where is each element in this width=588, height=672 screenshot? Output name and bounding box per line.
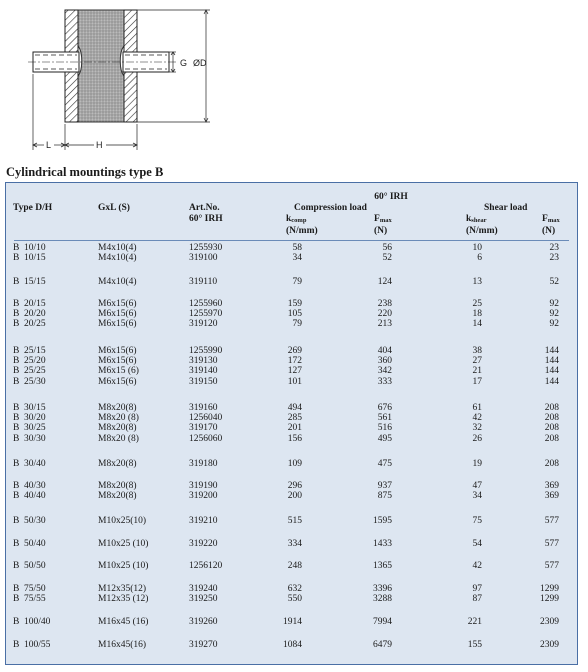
dh-cell: 40/40 [24,491,46,502]
dh-cell: 100/55 [24,640,51,650]
f-shear-cell: 208 [544,433,559,444]
k-shear-cell: 75 [472,516,482,526]
k-shear-cell: 19 [472,459,482,469]
gxl-cell: M8x20 (8) [98,413,139,424]
art-no-cell: 319190 [189,481,218,491]
f-comp-cell: 52 [382,253,392,264]
dh-cell: 50/30 [24,516,46,526]
gxl-cell: M16x45 (16) [98,617,149,627]
g-label: G [180,58,188,68]
f-shear-cell: 144 [544,366,559,377]
f-shear-cell: 2309 [540,617,559,627]
art-no-cell: 319170 [189,423,218,434]
gxl-cell: M8x20(8) [98,423,137,434]
k-comp-cell: 200 [287,491,302,502]
f-comp-header: $F_{max}$ [374,214,392,224]
type-cell: B [13,376,20,387]
dh-cell: 50/50 [24,561,46,571]
gxl-cell: M6x15(6) [98,356,137,367]
f-shear-cell: 52 [549,277,559,287]
type-cell: B [13,346,20,356]
gxl-cell: M8x20(8) [98,403,137,413]
section-title: Cylindrical mountings type B [6,165,164,179]
f-comp-cell: 875 [377,491,392,502]
k-comp-cell: 201 [287,423,302,434]
k-shear-cell: 32 [472,423,482,434]
shear-header: Shear load [484,203,528,213]
type-cell: B [13,640,20,650]
dh-cell: 30/20 [24,413,46,424]
art-no-cell: 319260 [189,617,218,627]
k-comp-cell: 1914 [283,617,302,627]
f-comp-cell: 561 [377,413,392,424]
art-no-cell: 1256060 [189,433,223,444]
art-no-cell: 319220 [189,539,218,549]
compression-header: Compression load [294,203,367,213]
col-gxl-header: GxL (S) [98,203,130,213]
f-shear-cell: 92 [549,309,559,320]
f-comp-cell: 1595 [373,516,392,526]
gxl-cell: M10x25 (10) [98,539,149,549]
type-cell: B [13,561,20,571]
f-shear-cell: 144 [544,376,559,387]
f-shear-header: $F_{max}$ [542,214,560,224]
art-no-cell: 319160 [189,403,218,413]
f-comp-cell: 333 [377,376,392,387]
art-no-cell: 319140 [189,366,218,377]
f-comp-cell: 495 [377,433,392,444]
k-comp-cell: 269 [287,346,302,356]
k-comp-cell: 550 [287,594,302,605]
k-comp-cell: 34 [292,253,302,264]
k-shear-cell: 21 [472,366,482,377]
art-no-cell: 319110 [189,277,218,287]
header-rule [14,240,569,241]
type-cell: B [13,617,20,627]
k-shear-cell: 27 [472,356,482,367]
f-comp-cell: 56 [382,243,392,253]
gxl-cell: M8x20(8) [98,491,137,502]
f-comp-cell: 1365 [373,561,392,571]
k-shear-unit: (N/mm) [466,226,498,236]
k-comp-cell: 79 [292,319,302,330]
k-shear-cell: 42 [472,561,482,571]
art-no-cell: 319130 [189,356,218,367]
f-shear-cell: 208 [544,423,559,434]
k-shear-cell: 34 [472,491,482,502]
f-shear-cell: 2309 [540,640,559,650]
type-cell: B [13,433,20,444]
dh-cell: 10/15 [24,253,46,264]
f-comp-cell: 6479 [373,640,392,650]
dh-cell: 100/40 [24,617,51,627]
f-shear-cell: 92 [549,299,559,309]
dh-cell: 15/15 [24,277,46,287]
type-cell: B [13,481,20,491]
f-comp-cell: 3288 [373,594,392,605]
k-comp-cell: 58 [292,243,302,253]
art-no-cell: 1255960 [189,299,223,309]
f-comp-cell: 475 [377,459,392,469]
f-comp-cell: 7994 [373,617,392,627]
f-shear-cell: 92 [549,319,559,330]
type-cell: B [13,253,20,264]
k-shear-cell: 54 [472,539,482,549]
dh-cell: 30/30 [24,433,46,444]
k-comp-header: $k_{comp}$ [286,214,307,224]
art-no-cell: 1256040 [189,413,223,424]
k-shear-cell: 97 [472,584,482,594]
gxl-cell: M8x20(8) [98,459,137,469]
gxl-cell: M10x25 (10) [98,561,149,571]
f-shear-cell: 23 [549,253,559,264]
type-cell: B [13,584,20,594]
f-shear-cell: 369 [544,481,559,491]
type-cell: B [13,594,20,605]
k-comp-unit: (N/mm) [286,226,318,236]
art-no-cell: 319240 [189,584,218,594]
f-comp-cell: 937 [377,481,392,491]
k-shear-cell: 26 [472,433,482,444]
col-art-header-2: 60° IRH [189,214,223,224]
k-shear-cell: 6 [477,253,482,264]
dh-cell: 30/15 [24,403,46,413]
dh-cell: 30/25 [24,423,46,434]
f-shear-cell: 208 [544,403,559,413]
art-no-cell: 319200 [189,491,218,502]
art-no-cell: 319120 [189,319,218,330]
f-shear-cell: 577 [544,561,559,571]
art-no-cell: 1255970 [189,309,223,320]
k-shear-cell: 42 [472,413,482,424]
k-shear-cell: 38 [472,346,482,356]
f-shear-cell: 369 [544,491,559,502]
col-type-header: Type D/H [13,203,53,213]
f-comp-cell: 342 [377,366,392,377]
k-comp-cell: 156 [287,433,302,444]
art-no-cell: 319100 [189,253,218,264]
gxl-cell: M8x20 (8) [98,433,139,444]
gxl-cell: M6x15 (6) [98,366,139,377]
dh-cell: 20/25 [24,319,46,330]
f-shear-cell: 144 [544,346,559,356]
k-shear-cell: 221 [467,617,482,627]
art-no-cell: 319270 [189,640,218,650]
f-shear-cell: 208 [544,459,559,469]
f-comp-cell: 213 [377,319,392,330]
type-cell: B [13,356,20,367]
art-no-cell: 319150 [189,376,218,387]
k-comp-cell: 105 [287,309,302,320]
dh-cell: 20/20 [24,309,46,320]
k-shear-cell: 47 [472,481,482,491]
dh-cell: 30/40 [24,459,46,469]
dh-cell: 10/10 [24,243,46,253]
f-comp-cell: 220 [377,309,392,320]
dh-cell: 20/15 [24,299,46,309]
gxl-cell: M8x20(8) [98,481,137,491]
dh-cell: 25/25 [24,366,46,377]
f-comp-cell: 3396 [373,584,392,594]
type-cell: B [13,413,20,424]
k-shear-cell: 13 [472,277,482,287]
spec-table [5,182,578,665]
k-comp-cell: 296 [287,481,302,491]
art-no-cell: 1255930 [189,243,223,253]
gxl-cell: M6x15(6) [98,299,137,309]
dh-cell: 25/20 [24,356,46,367]
k-shear-cell: 25 [472,299,482,309]
type-cell: B [13,459,20,469]
k-shear-cell: 17 [472,376,482,387]
gxl-cell: M6x15(6) [98,309,137,320]
f-shear-cell: 23 [549,243,559,253]
l-label: L [46,140,52,150]
type-cell: B [13,277,20,287]
f-comp-cell: 676 [377,403,392,413]
f-comp-unit: (N) [374,226,388,236]
gxl-cell: M10x25(10) [98,516,147,526]
mounting-drawing [0,0,588,165]
gxl-cell: M6x15(6) [98,376,137,387]
dh-cell: 40/30 [24,481,46,491]
f-shear-cell: 144 [544,356,559,367]
k-comp-cell: 285 [287,413,302,424]
k-comp-cell: 79 [292,277,302,287]
f-shear-cell: 1299 [540,594,559,605]
dh-cell: 75/50 [24,584,46,594]
d-label: ØD [193,58,207,68]
h-label: H [96,140,103,150]
gxl-cell: M6x15(6) [98,346,137,356]
k-comp-cell: 334 [287,539,302,549]
type-cell: B [13,299,20,309]
k-comp-cell: 632 [287,584,302,594]
k-shear-cell: 10 [472,243,482,253]
k-shear-cell: 155 [467,640,482,650]
f-comp-cell: 360 [377,356,392,367]
rubber-body [78,10,124,122]
k-shear-cell: 18 [472,309,482,320]
f-shear-cell: 1299 [540,584,559,594]
k-comp-cell: 127 [287,366,302,377]
f-comp-cell: 516 [377,423,392,434]
k-comp-cell: 494 [287,403,302,413]
type-cell: B [13,539,20,549]
type-cell: B [13,319,20,330]
type-cell: B [13,309,20,320]
k-comp-cell: 159 [287,299,302,309]
f-shear-cell: 577 [544,516,559,526]
type-cell: B [13,403,20,413]
type-cell: B [13,423,20,434]
f-comp-cell: 404 [377,346,392,356]
dh-cell: 25/15 [24,346,46,356]
art-no-cell: 319210 [189,516,218,526]
k-comp-cell: 515 [287,516,302,526]
k-comp-cell: 101 [287,376,302,387]
gxl-cell: M6x15(6) [98,319,137,330]
k-comp-cell: 1084 [283,640,302,650]
f-comp-cell: 1433 [373,539,392,549]
f-comp-cell: 238 [377,299,392,309]
irh-header: 60° IRH [374,192,408,202]
type-cell: B [13,491,20,502]
dh-cell: 75/55 [24,594,46,605]
gxl-cell: M12x35(12) [98,584,147,594]
col-art-header-1: Art.No. [189,203,220,213]
k-comp-cell: 172 [287,356,302,367]
k-shear-cell: 87 [472,594,482,605]
k-shear-cell: 61 [472,403,482,413]
art-no-cell: 319180 [189,459,218,469]
type-cell: B [13,516,20,526]
f-shear-cell: 577 [544,539,559,549]
gxl-cell: M4x10(4) [98,253,137,264]
gxl-cell: M4x10(4) [98,243,137,253]
k-shear-cell: 14 [472,319,482,330]
f-shear-unit: (N) [542,226,556,236]
art-no-cell: 1255990 [189,346,223,356]
gxl-cell: M4x10(4) [98,277,137,287]
dh-cell: 25/30 [24,376,46,387]
gxl-cell: M16x45(16) [98,640,147,650]
art-no-cell: 319250 [189,594,218,605]
k-comp-cell: 109 [287,459,302,469]
dh-cell: 50/40 [24,539,46,549]
gxl-cell: M12x35 (12) [98,594,149,605]
type-cell: B [13,243,20,253]
art-no-cell: 1256120 [189,561,223,571]
type-cell: B [13,366,20,377]
k-shear-header: $k_{shear}$ [466,214,487,224]
k-comp-cell: 248 [287,561,302,571]
f-shear-cell: 208 [544,413,559,424]
f-comp-cell: 124 [377,277,392,287]
